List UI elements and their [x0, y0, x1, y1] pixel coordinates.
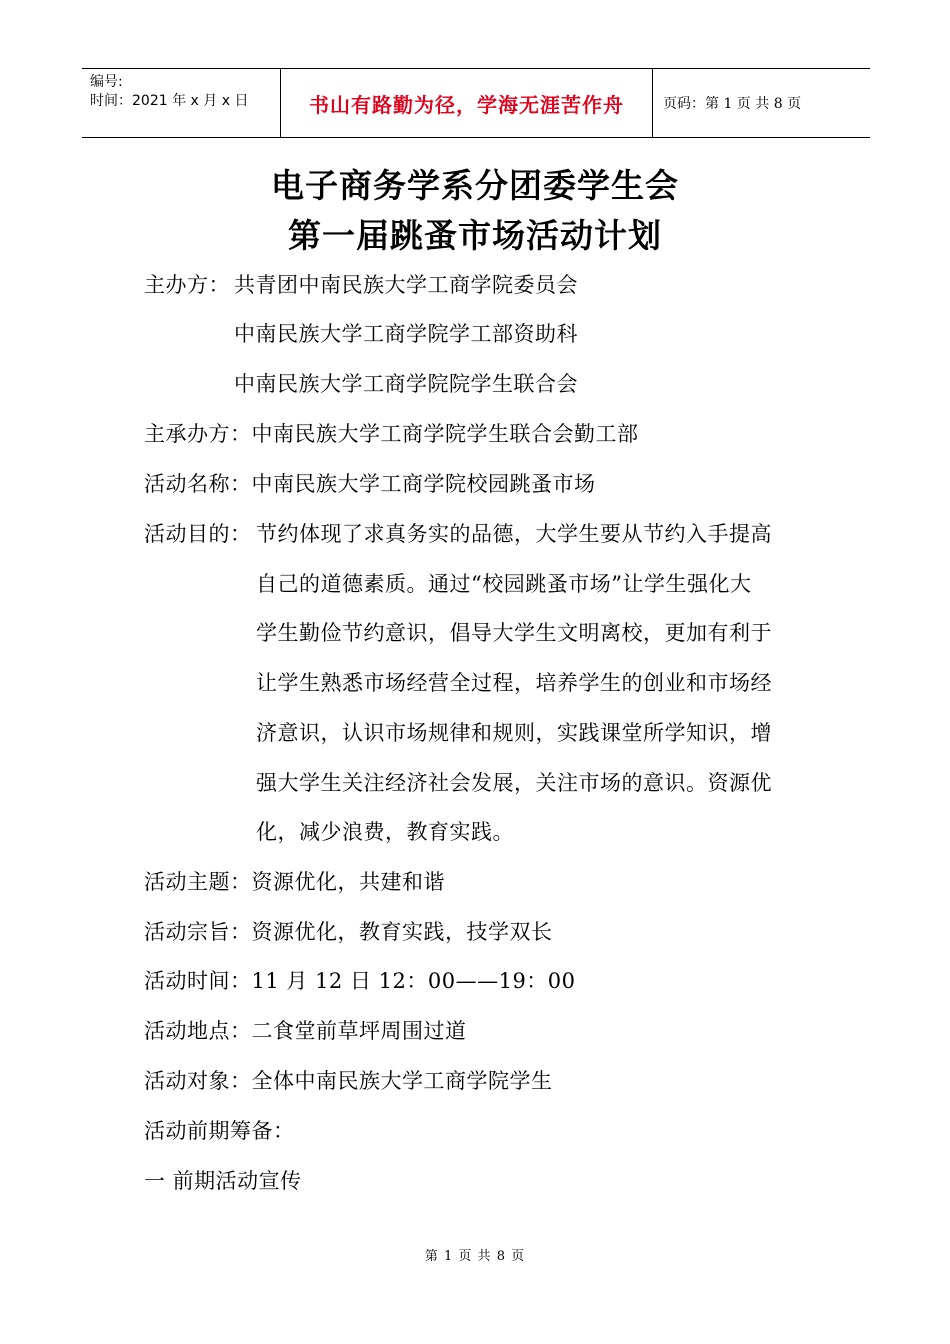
purpose-line: 自己的道德素质。通过“校园跳蚤市场”让学生强化大 [256, 572, 752, 596]
header-table [82, 68, 870, 138]
activity-theme: 活动主题：资源优化，共建和谐 [144, 870, 445, 894]
purpose-line: 强大学生关注经济社会发展，关注市场的意识。资源优 [256, 771, 772, 795]
header-motto: 书山有路勤为径，学海无涯苦作舟 [281, 69, 653, 137]
purpose-label: 活动目的： [144, 522, 252, 546]
document-title-line-2: 第一届跳蚤市场活动计划 [288, 216, 662, 255]
organizer-3: 中南民族大学工商学院院学生联合会 [234, 372, 578, 396]
co-organizer: 主承办方：中南民族大学工商学院学生联合会勤工部 [144, 422, 639, 446]
organizer-1: 共青团中南民族大学工商学院委员会 [234, 273, 578, 297]
activity-location: 活动地点：二食堂前草坪周围过道 [144, 1019, 467, 1043]
purpose-line: 学生勤俭节约意识，倡导大学生文明离校，更加有利于 [256, 621, 772, 645]
activity-name: 活动名称：中南民族大学工商学院校园跳蚤市场 [144, 472, 596, 496]
header-page-info: 页码：第 1 页 共 8 页 [663, 96, 802, 112]
code-label: 编号: [90, 74, 123, 90]
activity-time: 活动时间：11 月 12 日 12：00——19：00 [144, 969, 576, 993]
purpose-line: 济意识，认识市场规律和规则，实践课堂所学知识，增 [256, 721, 772, 745]
page-footer: 第 1 页 共 8 页 [424, 1249, 526, 1264]
activity-tenet: 活动宗旨：资源优化，教育实践，技学双长 [144, 920, 553, 944]
organizer-label: 主办方： [144, 273, 230, 297]
header-meta-cell [82, 69, 281, 137]
organizer-2: 中南民族大学工商学院学工部资助科 [234, 322, 578, 346]
purpose-line: 化，减少浪费，教育实践。 [256, 820, 514, 844]
purpose-line: 节约体现了求真务实的品德，大学生要从节约入手提高 [256, 522, 772, 546]
section-heading-1: 一 前期活动宣传 [144, 1169, 302, 1193]
purpose-line: 让学生熟悉市场经营全过程，培养学生的创业和市场经 [256, 671, 772, 695]
activity-preparation: 活动前期筹备： [144, 1119, 295, 1143]
time-label: 时间：2021 年 x 月 x 日 [90, 93, 249, 109]
activity-audience: 活动对象：全体中南民族大学工商学院学生 [144, 1069, 553, 1093]
document-title-line-1: 电子商务学系分团委学生会 [271, 166, 679, 205]
